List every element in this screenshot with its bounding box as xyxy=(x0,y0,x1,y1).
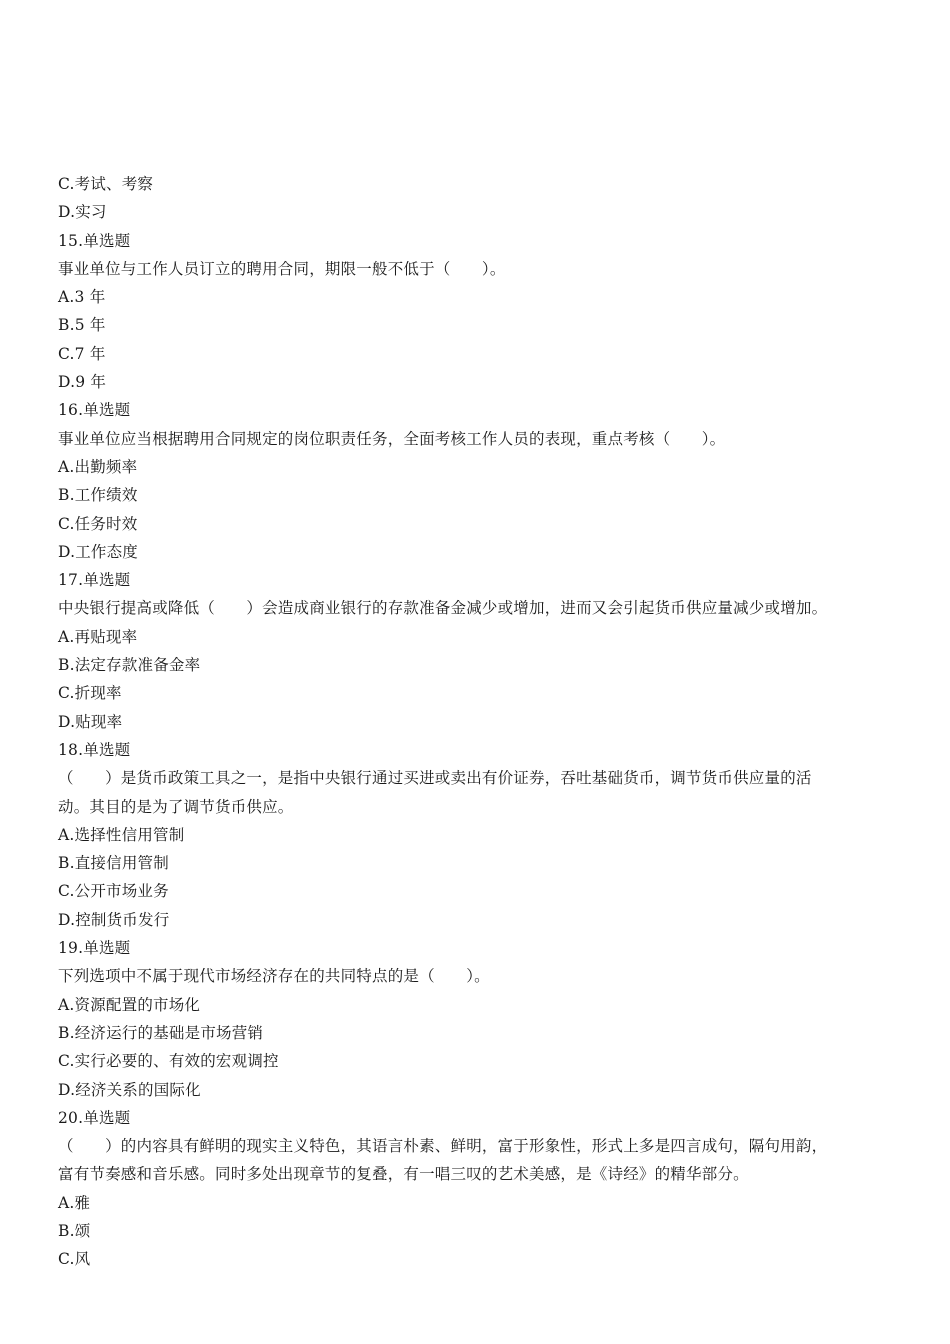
question-header: 16.单选题 xyxy=(58,401,131,420)
option: B.5 年 xyxy=(58,316,106,335)
option: B.直接信用管制 xyxy=(58,854,169,873)
question-15 xyxy=(58,227,898,397)
question-stem: 事业单位与工作人员订立的聘用合同，期限一般不低于（ ）。 xyxy=(58,259,506,278)
option: D.贴现率 xyxy=(58,712,123,731)
option: B.法定存款准备金率 xyxy=(58,656,201,675)
option: D.工作态度 xyxy=(58,542,139,561)
previous-question-options xyxy=(58,170,898,227)
option: A.出勤频率 xyxy=(58,457,138,476)
option: B.颂 xyxy=(58,1221,91,1240)
option: D.9 年 xyxy=(58,373,107,392)
question-stem-line-2: 富有节奏感和音乐感。同时多处出现章节的复叠，有一唱三叹的艺术美感，是《诗经》的精华部分。 xyxy=(58,1165,749,1184)
option: C.实行必要的、有效的宏观调控 xyxy=(58,1052,279,1071)
question-header: 19.单选题 xyxy=(58,939,131,958)
question-16 xyxy=(58,396,898,566)
option: A.3 年 xyxy=(58,288,106,307)
option: A.再贴现率 xyxy=(58,627,138,646)
question-stem: 下列选项中不属于现代市场经济存在的共同特点的是（ ）。 xyxy=(58,967,490,986)
document-page xyxy=(58,170,898,1274)
question-stem-line-1: （ ）是货币政策工具之一，是指中央银行通过买进或卖出有价证券，吞吐基础货币，调节货币供应量的活 xyxy=(58,769,812,788)
question-header: 18.单选题 xyxy=(58,740,131,759)
question-stem: 事业单位应当根据聘用合同规定的岗位职责任务，全面考核工作人员的表现，重点考核（ ）。 xyxy=(58,429,726,448)
question-18 xyxy=(58,736,898,934)
option: C.考试、考察 xyxy=(58,175,154,193)
option: D.经济关系的国际化 xyxy=(58,1080,201,1099)
question-20 xyxy=(58,1104,898,1274)
option: B.工作绩效 xyxy=(58,486,138,505)
question-stem-line-1: （ ）的内容具有鲜明的现实主义特色，其语言朴素、鲜明，富于形象性，形式上多是四言成句，隔句用韵， xyxy=(58,1137,828,1156)
option: D.控制货币发行 xyxy=(58,910,170,929)
question-stem: 中央银行提高或降低（ ）会造成商业银行的存款准备金减少或增加，进而又会引起货币供应量减少或增加。 xyxy=(58,599,828,618)
question-header: 20.单选题 xyxy=(58,1108,131,1127)
option: C.风 xyxy=(58,1250,91,1269)
option: A.雅 xyxy=(58,1193,91,1212)
option: C.公开市场业务 xyxy=(58,882,169,901)
question-header: 15.单选题 xyxy=(58,231,131,250)
option: A.资源配置的市场化 xyxy=(58,995,201,1014)
option: C.7 年 xyxy=(58,344,106,363)
question-header: 17.单选题 xyxy=(58,571,131,590)
question-19 xyxy=(58,934,898,1104)
question-17 xyxy=(58,566,898,736)
option: C.任务时效 xyxy=(58,514,138,533)
option: D.实习 xyxy=(58,203,107,222)
option: A.选择性信用管制 xyxy=(58,825,185,844)
question-stem-line-2: 动。其目的是为了调节货币供应。 xyxy=(58,797,294,816)
option: C.折现率 xyxy=(58,684,122,703)
option: B.经济运行的基础是市场营销 xyxy=(58,1023,264,1042)
